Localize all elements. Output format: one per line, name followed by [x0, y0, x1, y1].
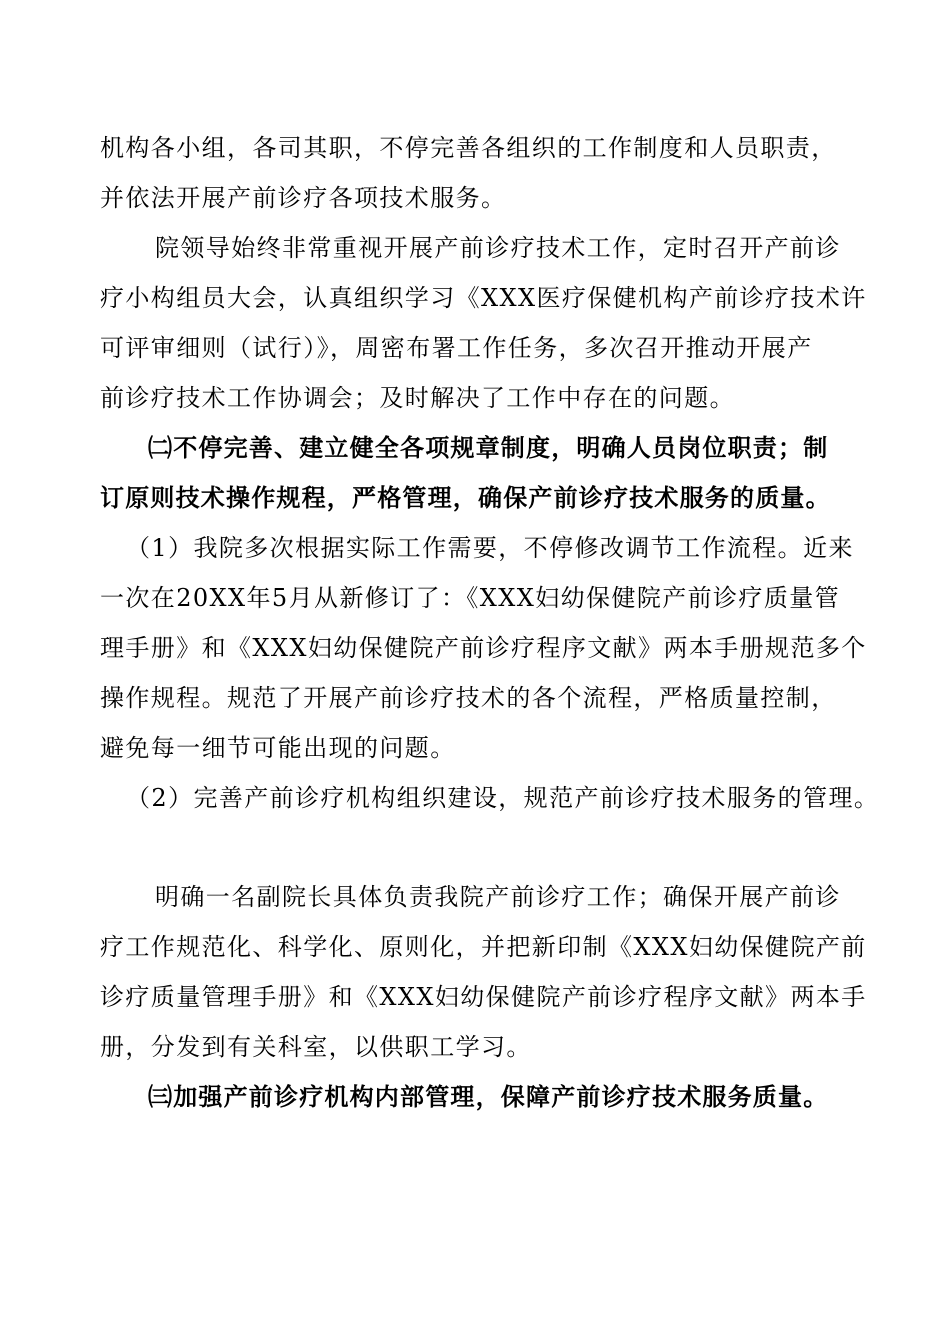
- paragraph-line: 明确一名副院长具体负责我院产前诊疗工作；确保开展产前诊: [155, 883, 841, 911]
- paragraph-line: 疗小构组员大会，认真组织学习《XXX医疗保健机构产前诊疗技术许: [100, 284, 867, 312]
- paragraph-line: 并依法开展产前诊疗各项技术服务。: [100, 184, 507, 212]
- paragraph-line: （1）我院多次根据实际工作需要，不停修改调节工作流程。近来: [126, 534, 854, 562]
- section-heading-line: ㈡不停完善、建立健全各项规章制度，明确人员岗位职责；制: [148, 433, 829, 462]
- section-heading-line: ㈢加强产前诊疗机构内部管理，保障产前诊疗技术服务质量。: [148, 1082, 829, 1111]
- paragraph-line: 诊疗质量管理手册》和《XXX妇幼保健院产前诊疗程序文献》两本手: [100, 983, 867, 1011]
- paragraph-line: 册，分发到有关科室，以供职工学习。: [100, 1033, 532, 1061]
- paragraph-line: 操作规程。规范了开展产前诊疗技术的各个流程，严格质量控制，: [100, 684, 837, 712]
- section-heading-line: 订原则技术操作规程，严格管理，确保产前诊疗技术服务的质量。: [100, 483, 831, 512]
- paragraph-line: 理手册》和《XXX妇幼保健院产前诊疗程序文献》两本手册规范多个: [100, 634, 867, 662]
- paragraph-line: 疗工作规范化、科学化、原则化，并把新印制《XXX妇幼保健院产前: [100, 933, 867, 961]
- paragraph-line: 机构各小组，各司其职，不停完善各组织的工作制度和人员职责，: [100, 134, 837, 162]
- paragraph-line: （2）完善产前诊疗机构组织建设，规范产前诊疗技术服务的管理。: [126, 784, 880, 812]
- paragraph-line: 一次在20XX年5月从新修订了：《XXX妇幼保健院产前诊疗质量管: [100, 584, 841, 612]
- paragraph-line: 可评审细则（试行）》，周密布署工作任务，多次召开推动开展产: [100, 334, 813, 362]
- paragraph-line: 前诊疗技术工作协调会；及时解决了工作中存在的问题。: [100, 384, 735, 412]
- paragraph-line: 院领导始终非常重视开展产前诊疗技术工作，定时召开产前诊: [155, 234, 841, 262]
- paragraph-line: 避免每一细节可能出现的问题。: [100, 734, 456, 762]
